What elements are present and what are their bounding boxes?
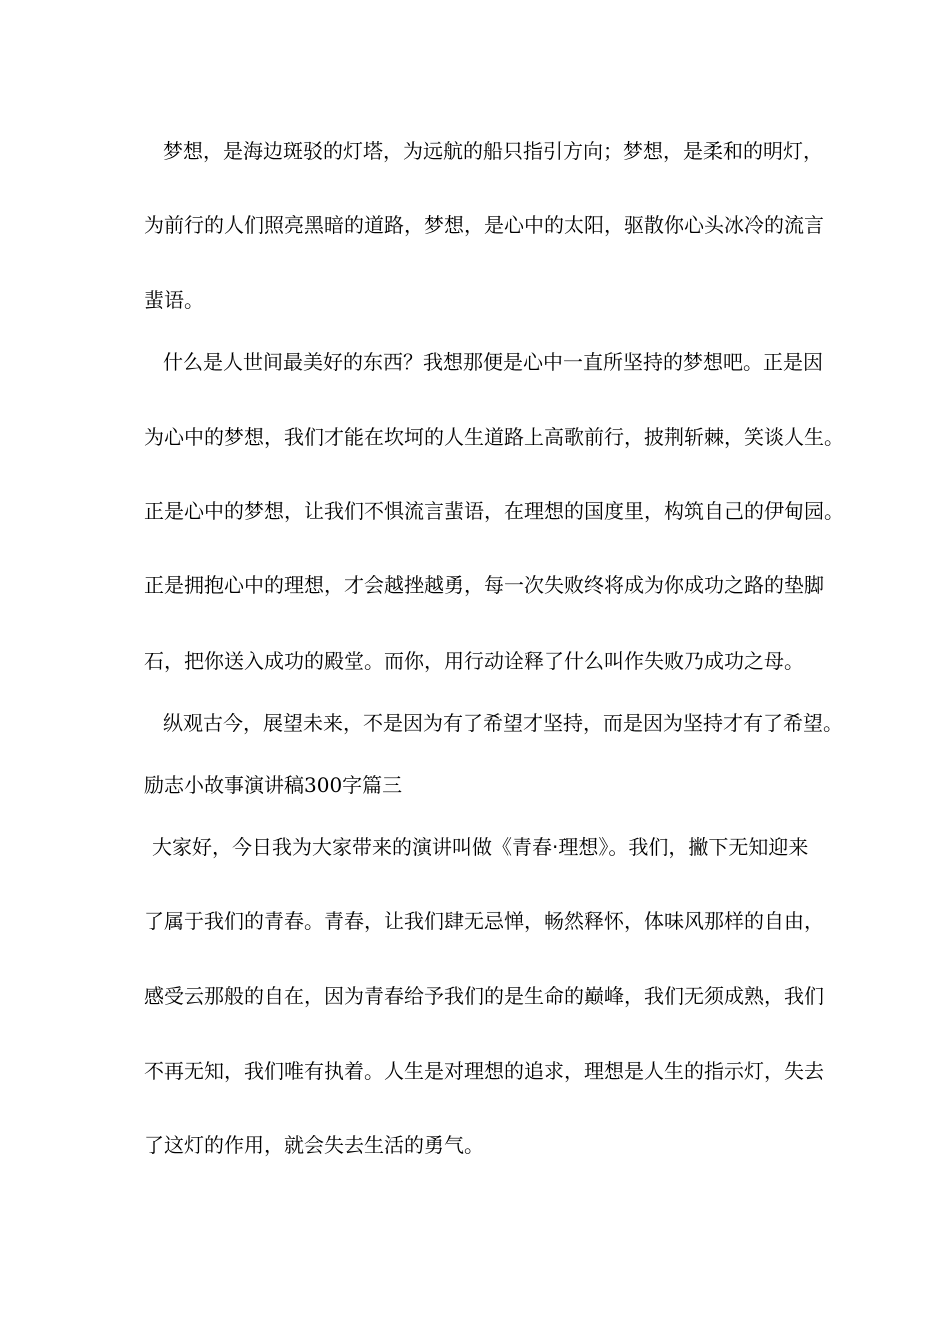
paragraph-4-line-5: 了这灯的作用，就会失去生活的勇气。	[144, 1133, 484, 1157]
paragraph-2-line-3: 正是心中的梦想，让我们不惧流言蜚语，在理想的国度里，构筑自己的伊甸园。	[144, 499, 844, 523]
paragraph-2-line-1: 什么是人世间最美好的东西？我想那便是心中一直所坚持的梦想吧。正是因	[163, 350, 823, 374]
paragraph-4-line-3: 感受云那般的自在，因为青春给予我们的是生命的巅峰，我们无须成熟，我们	[144, 984, 824, 1008]
section-heading: 励志小故事演讲稿300字篇三	[144, 773, 403, 797]
paragraph-2-line-5: 石，把你送入成功的殿堂。而你，用行动诠释了什么叫作失败乃成功之母。	[144, 649, 804, 673]
paragraph-2-line-4: 正是拥抱心中的理想，才会越挫越勇，每一次失败终将成为你成功之路的垫脚	[144, 573, 824, 597]
paragraph-1-line-3: 蜚语。	[144, 288, 204, 312]
paragraph-2-line-2: 为心中的梦想，我们才能在坎坷的人生道路上高歌前行，披荆斩棘，笑谈人生。	[144, 425, 844, 449]
paragraph-1-line-2: 为前行的人们照亮黑暗的道路，梦想，是心中的太阳，驱散你心头冰冷的流言	[144, 213, 824, 237]
paragraph-1-line-1: 梦想，是海边斑驳的灯塔，为远航的船只指引方向；梦想，是柔和的明灯，	[163, 139, 823, 163]
paragraph-4-line-2: 了属于我们的青春。青春，让我们肆无忌惮，畅然释怀，体味风那样的自由，	[144, 909, 824, 933]
paragraph-4-line-1: 大家好，今日我为大家带来的演讲叫做《青春·理想》。我们，撇下无知迎来	[152, 835, 809, 859]
paragraph-3-line-1: 纵观古今，展望未来，不是因为有了希望才坚持，而是因为坚持才有了希望。	[163, 711, 843, 735]
paragraph-4-line-4: 不再无知，我们唯有执着。人生是对理想的追求，理想是人生的指示灯，失去	[144, 1059, 824, 1083]
